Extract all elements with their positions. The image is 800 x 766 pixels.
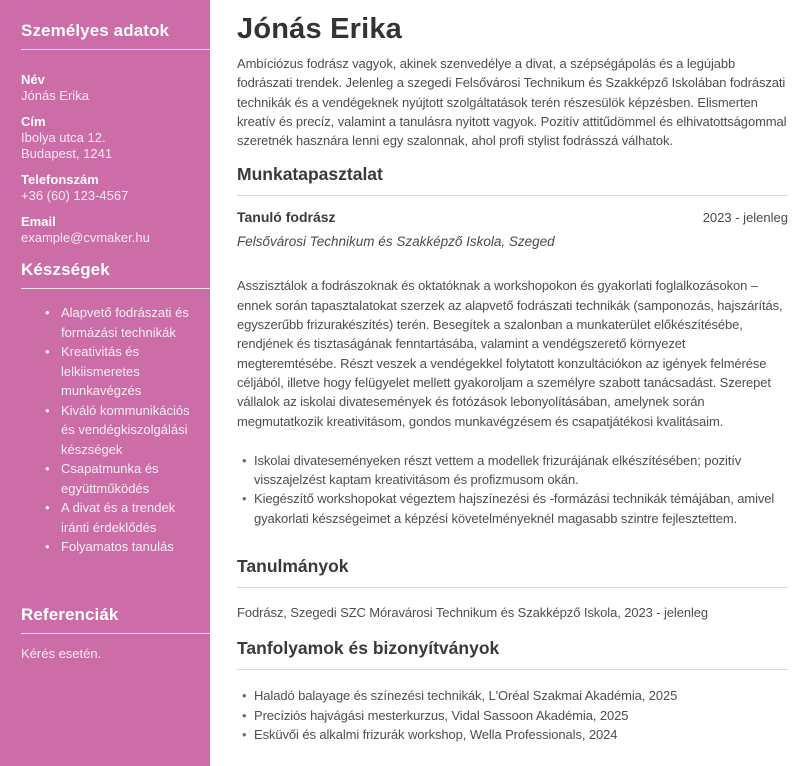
field-value: example@cvmaker.hu — [21, 230, 150, 245]
skill-item: • Kiváló kommunikációs és vendégkiszolgálási készségek — [21, 401, 202, 460]
field-label: Név — [21, 72, 45, 87]
sidebar — [0, 0, 210, 766]
field-name — [21, 72, 210, 104]
field-address — [21, 114, 210, 162]
skill-item: • Alapvető fodrászati és formázási technikák — [21, 303, 202, 342]
course-item: • Haladó balayage és színezési technikák, L'Oréal Szakmai Akadémia, 2025 — [237, 686, 788, 706]
field-value: +36 (60) 123-4567 — [21, 188, 129, 203]
field-value: Budapest, 1241 — [21, 146, 113, 161]
skill-item: • Kreativitás és lelkiismeretes munkavégzés — [21, 342, 202, 401]
job-highlights-list — [237, 451, 788, 528]
course-item: • Precíziós hajvágási mesterkurzus, Vidal Sassoon Akadémia, 2025 — [237, 706, 788, 726]
skill-item: • Csapatmunka és együttműködés — [21, 459, 202, 498]
skills-heading: Készségek — [21, 260, 110, 279]
experience-section — [237, 164, 788, 528]
field-label: Telefonszám — [21, 172, 99, 187]
courses-section — [237, 638, 788, 745]
field-label: Email — [21, 214, 56, 229]
summary-paragraph: Ambíciózus fodrász vagyok, akinek szenvedélye a divat, a szépségápolás és a legújabb fodrászati trendek. Jelenleg a szegedi Felsővárosi Technikum és Szakképző Iskolában fodrászati technikák és a vendégeknek nyújtott szolgáltatások terén részesülök képzésben. Elismerten kreatív és precíz, valamint a tanulásra nyitott vagyok. Pozitív attitűdömmel és elhivatottságommal szeretnék hasznára lenni egy szalonnak, ahol profi stylist fodrásszá válhatok. — [237, 56, 787, 149]
personal-details-section — [21, 21, 210, 246]
job-header-row — [237, 208, 788, 227]
skill-item: • A divat és a trendek iránti érdeklődés — [21, 498, 202, 537]
experience-heading: Munkatapasztalat — [237, 164, 383, 185]
sidebar-divider — [21, 288, 210, 289]
education-entry: Fodrász, Szegedi SZC Móravárosi Technikum és Szakképző Iskola, 2023 - jelenleg — [237, 605, 709, 621]
courses-heading: Tanfolyamok és bizonyítványok — [237, 638, 500, 659]
references-section — [21, 605, 210, 662]
sidebar-divider — [21, 633, 210, 634]
job-description: Asszisztálok a fodrászoknak és oktatóknak a workshopokon és gyakorlati foglalkozásokon – ennek során tapasztalatokat szerzek az alapvető fodrászati technikák (samponozás, hajszárítás, egyszerűbb frizurakészítés) terén. Besegítek a szalonban a munkaterület előkészítésébe, rendjének és tisztaságának fenntartásába, valamint a vendégszerető környezet megteremtésébe. Részt veszek a vendégekkel folytatott konzultációkon az igények felmérése céljából, illetve hogy felügyelet mellett gyakoroljam a személyre szabott tanácsadást. Szerepet vállalok az iskolai divatesemények és fotózások lebonyolításában, amelynek során megmutatkozik kreativitásom, gondos munkavégzésem és csapatjátékosi kvalitásaim. — [237, 278, 783, 429]
sidebar-divider — [21, 49, 210, 50]
field-email — [21, 214, 210, 246]
references-note: Kérés esetén. — [21, 645, 102, 661]
skills-section — [21, 260, 210, 557]
section-divider — [237, 195, 788, 196]
section-divider — [237, 669, 788, 670]
education-heading: Tanulmányok — [237, 556, 349, 577]
field-phone — [21, 172, 210, 204]
section-divider — [237, 587, 788, 588]
courses-list — [237, 686, 788, 745]
highlight-item: • Kiegészítő workshopokat végeztem hajszínezési és -formázási technikák témájában, amivel gyakorlati készségeimet a képzési követelményeknél magasabb szintre fejlesztettem. — [237, 489, 788, 528]
personal-details-heading: Személyes adatok — [21, 21, 170, 40]
personal-fields — [21, 72, 210, 246]
skill-item: • Folyamatos tanulás — [21, 537, 202, 557]
highlight-item: • Iskolai divateseményeken részt vettem a modellek frizurájának elkészítésében; pozitív visszajelzést kaptam kreativitásom és profizmusom okán. — [237, 451, 788, 490]
course-item: • Esküvői és alkalmi frizurák workshop, Wella Professionals, 2024 — [237, 725, 788, 745]
job-role: Tanuló fodrász — [237, 209, 336, 226]
job-organization: Felsővárosi Technikum és Szakképző Iskola, Szeged — [237, 234, 555, 250]
references-heading: Referenciák — [21, 604, 119, 624]
skills-list — [21, 303, 210, 557]
main-content — [210, 0, 800, 766]
field-value: Jónás Erika — [21, 88, 89, 103]
field-label: Cím — [21, 114, 46, 129]
education-section — [237, 556, 788, 622]
job-period: 2023 - jelenleg — [702, 210, 788, 226]
cv-name-title: Jónás Erika — [237, 13, 403, 45]
field-value: Ibolya utca 12. — [21, 130, 106, 145]
